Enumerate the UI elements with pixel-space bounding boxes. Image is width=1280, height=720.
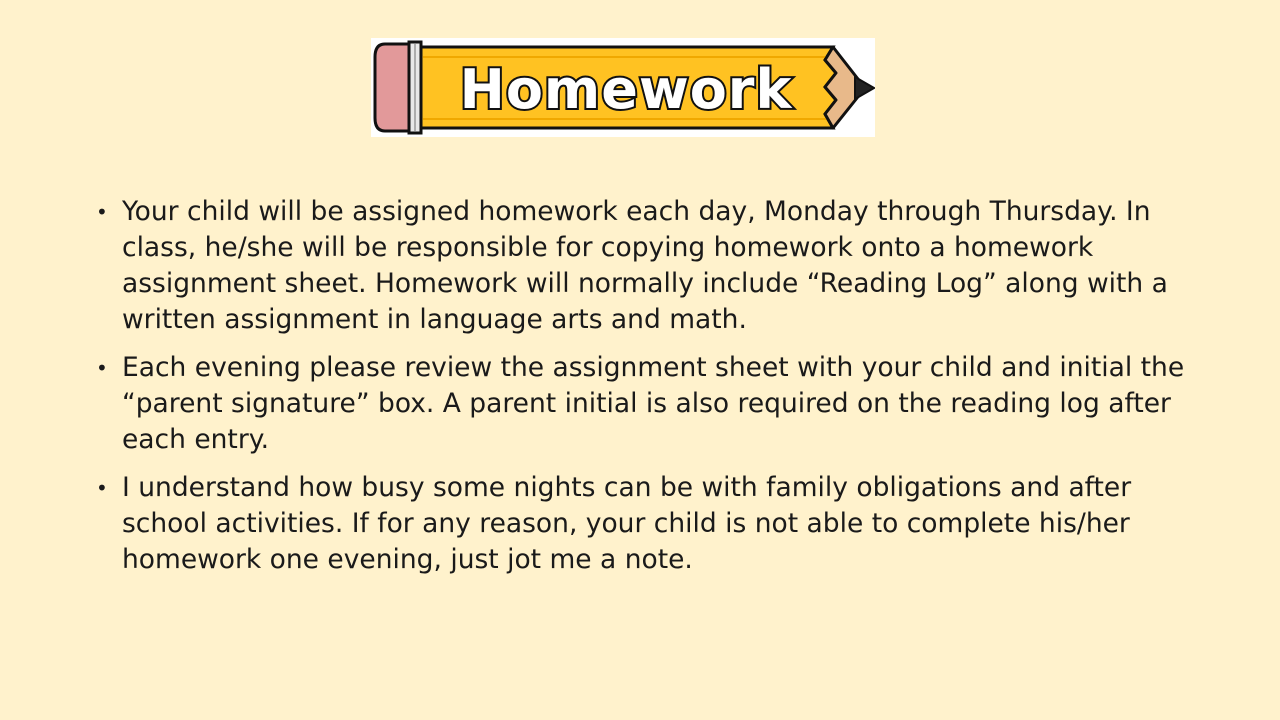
bullet-list <box>96 194 1206 578</box>
bullet-dot: • <box>96 356 108 380</box>
bullet-item <box>96 470 1206 578</box>
bullet-text: I understand how busy some nights can be with family obligations and after school activities. If for any reason, your child is not able to complete his/her homework one evening, just jot me a note. <box>122 472 1132 575</box>
bullet-dot: • <box>96 476 108 500</box>
bullet-item <box>96 194 1206 338</box>
homework-pencil-logo <box>371 38 875 137</box>
bullet-item <box>96 350 1206 458</box>
bullet-text: Your child will be assigned homework each day, Monday through Thursday. In class, he/she will be responsible for copying homework onto a homework assignment sheet. Homework will normally include “Reading Log” along with a written assignment in language arts and math. <box>122 196 1168 335</box>
slide-body <box>96 194 1206 590</box>
bullet-dot: • <box>96 200 108 224</box>
bullet-text: Each evening please review the assignment sheet with your child and initial the “parent signature” box. A parent initial is also required on the reading log after each entry. <box>122 352 1185 455</box>
logo-title: Homework <box>459 58 793 121</box>
pencil-icon <box>371 38 875 137</box>
